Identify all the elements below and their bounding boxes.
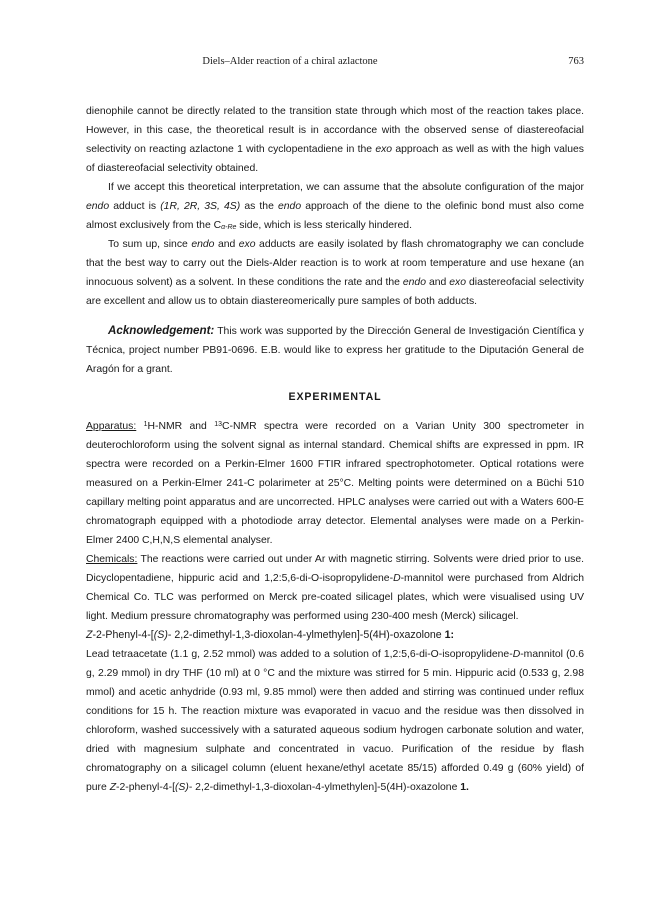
paragraph-configuration: If we accept this theoretical interpretation, we can assume that the absolute configuration of the major endo adduct is (1R, 2R, 3S, 4S) as the endo approach of the diene to the olefinic bond must also come almost exclusively from the $C_{\alpha-Re}$ side, which is less sterically hindered.: [86, 182, 584, 231]
running-head: [0, 55, 672, 69]
article-body: [86, 102, 584, 797]
running-title: Diels–Alder reaction of a chiral azlactone: [202, 56, 378, 67]
paragraph-procedure: Lead tetraacetate (1.1 g, 2.52 mmol) was added to a solution of 1,2:5,6-di-O-isopropylidene-D-mannitol (0.6 g, 2.29 mmol) in dry THF (10 ml) at 0 °C and the mixture was stirred for 5 min. Hippuric acid (0.533 g, 2.98 mmol) and acetic anhydride (0.93 ml, 9.85 mmol) were then added and stirring was continued under reflux conditions for 15 h. The reaction mixture was evaporated in vacuo and the residue was then dissolved in chloroform, washed successively with a saturated aqueous sodium hydrogen carbonate solution and water, dried with magnesium sulphate and concentrated in vacuo. Purification of the residue by flash chromatography on a silicagel column (eluent hexane/ethyl acetate 85/15) afforded 0.49 g (60% yield) of pure Z-2-phenyl-4-[(S)- 2,2-dimethyl-1,3-dioxolan-4-ylmethylen]-5(4H)-oxazolone 1.: [86, 649, 585, 793]
paragraph-chemicals: Chemicals: The reactions were carried out under Ar with magnetic stirring. Solvents were dried prior to use. Dicyclopentadiene, hippuric acid and 1,2:5,6-di-O-isopropylidene-D-mannitol were purchased from Aldrich Chemical Co. TLC was performed on Merck pre-coated silicagel plates, which were visualised using UV light. Medium pressure chromatography was performed using 230-400 mesh (Merck) silicagel.: [86, 554, 584, 622]
paragraph-continuation: dienophile cannot be directly related to the transition state through which most of the reaction takes place. However, in this case, the theoretical result is in accordance with the observed sense of diastereofacial selectivity on reacting azlactone 1 with cyclopentadiene in the exo approach as well as with the high values of diastereofacial selectivity obtained.: [86, 106, 584, 174]
paragraph-summary: To sum up, since endo and exo adducts are easily isolated by flash chromatography we can conclude that the best way to carry out the Diels-Alder reaction is to work at room temperature and use hexane (an innocuous solvent) as a solvent. In these conditions the rate and the endo and exo diastereofacial selectivity are excellent and allow us to obtain diastereomerically pure samples of both adducts.: [86, 239, 584, 307]
page-number: 763: [568, 56, 584, 67]
acknowledgement: Acknowledgement: This work was supported by the Dirección General de Investigación Científica y Técnica, project number PB91-0696. E.B. would like to express her gratitude to the Diputación General de Aragón for a grant.: [86, 324, 584, 375]
apparatus-label: Apparatus:: [86, 421, 137, 432]
chemicals-label: Chemicals:: [86, 554, 138, 565]
acknowledgement-label: Acknowledgement:: [108, 324, 215, 337]
paragraph-apparatus: Apparatus: $^1$H-NMR and $^{13}$C-NMR spectra were recorded on a Varian Unity 300 spectrometer in deuterochloroform using the solvent signal as internal standard. Chemical shifts are expressed in ppm. IR spectra were recorded on a Perkin-Elmer 1600 FTIR infrared spectrophotometer. Optical rotations were measured on a Perkin-Elmer 241-C polarimeter at 25°C. Melting points were determined on a Büchi 510 capillary melting point apparatus and are uncorrected. HPLC analyses were carried out with a Waters 600-E chromatograph equipped with a photodiode array detector. Elemental analyses were made on a Perkin-Elmer 2400 C,H,N,S elemental analyser.: [86, 421, 584, 546]
compound-title: Z-2-Phenyl-4-[(S)- 2,2-dimethyl-1,3-dioxolan-4-ylmethylen]-5(4H)-oxazolone 1:: [86, 629, 454, 641]
section-heading-experimental: EXPERIMENTAL: [288, 391, 382, 403]
